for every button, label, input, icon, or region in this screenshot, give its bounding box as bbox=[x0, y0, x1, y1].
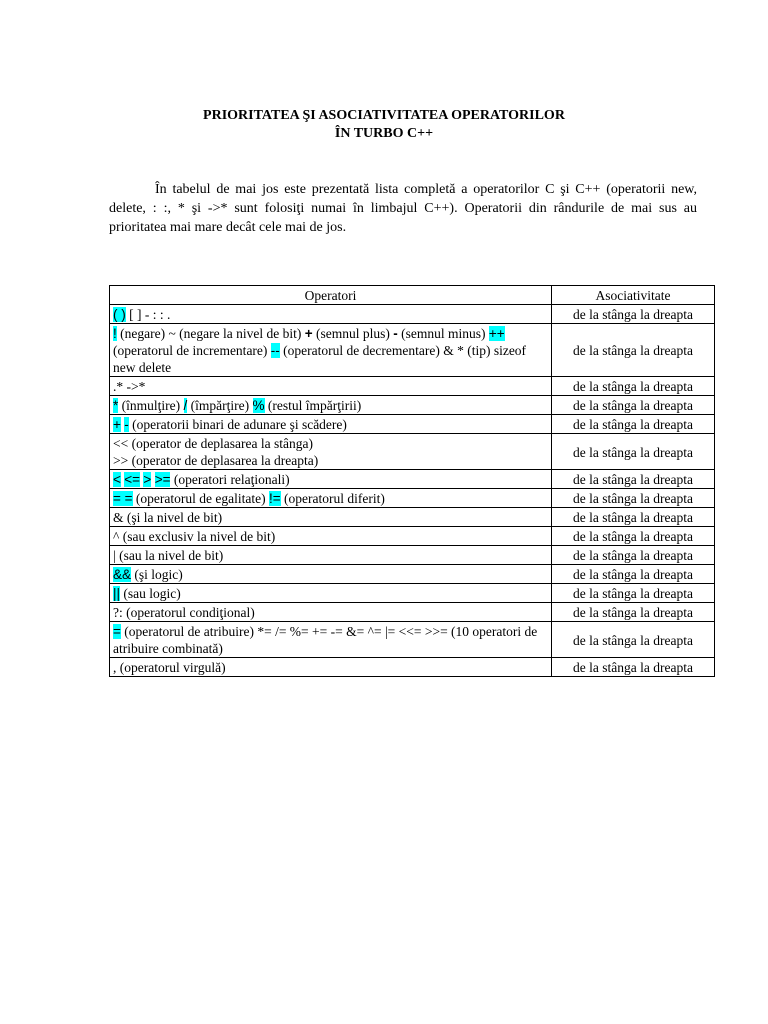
operator-text: & (şi la nivel de bit) bbox=[113, 510, 223, 525]
associativity-cell: de la stânga la dreapta bbox=[552, 489, 715, 508]
operator-token-highlighted: ! bbox=[113, 326, 117, 341]
associativity-cell: de la stânga la dreapta bbox=[552, 396, 715, 415]
operator-text: (operatorul de decrementare) & * (tip) sizeof new delete bbox=[113, 343, 527, 375]
operator-token-highlighted: = = bbox=[113, 491, 133, 506]
associativity-cell: de la stânga la dreapta bbox=[552, 546, 715, 565]
operator-text: ?: (operatorul condiţional) bbox=[113, 605, 255, 620]
associativity-cell: de la stânga la dreapta bbox=[552, 305, 715, 324]
table-row bbox=[110, 305, 715, 324]
operator-text: (operatori relaţionali) bbox=[170, 472, 290, 487]
operator-token-highlighted: % bbox=[252, 398, 265, 413]
operator-text: (sau logic) bbox=[120, 586, 181, 601]
operator-text: | (sau la nivel de bit) bbox=[113, 548, 224, 563]
associativity-cell: de la stânga la dreapta bbox=[552, 470, 715, 489]
intro-paragraph: În tabelul de mai jos este prezentată lista completă a operatorilor C şi C++ (operatorii new, delete, : :, * şi ->* sunt folosiţi numai în limbajul C++). Operatorii din rândurile de mai sus au prioritatea mai mare decât cele mai de jos. bbox=[109, 182, 697, 235]
operators-cell bbox=[110, 489, 552, 508]
operators-cell bbox=[110, 584, 552, 603]
operator-token-highlighted: ( ) bbox=[113, 307, 126, 322]
operator-text: , (operatorul virgulă) bbox=[113, 660, 226, 675]
operators-cell bbox=[110, 527, 552, 546]
operator-text: ^ (sau exclusiv la nivel de bit) bbox=[113, 529, 276, 544]
operators-table bbox=[109, 285, 715, 677]
associativity-cell: de la stânga la dreapta bbox=[552, 415, 715, 434]
operators-cell bbox=[110, 508, 552, 527]
operator-text: (împărţire) bbox=[187, 398, 253, 413]
operator-text: (şi logic) bbox=[131, 567, 183, 582]
operator-text: << (operator de deplasarea la stânga) bbox=[113, 436, 314, 451]
operators-cell bbox=[110, 396, 552, 415]
associativity-cell: de la stânga la dreapta bbox=[552, 603, 715, 622]
operators-cell bbox=[110, 622, 552, 658]
operator-text: (semnul minus) bbox=[397, 326, 489, 341]
operator-text: (semnul plus) bbox=[312, 326, 394, 341]
operator-token-highlighted: <= bbox=[124, 472, 141, 487]
operators-cell bbox=[110, 324, 552, 377]
operator-text: >> (operator de deplasarea la dreapta) bbox=[113, 453, 319, 468]
header-operators: Operatori bbox=[110, 286, 552, 305]
operator-token-highlighted: || bbox=[113, 586, 121, 601]
associativity-cell: de la stânga la dreapta bbox=[552, 565, 715, 584]
table-row bbox=[110, 434, 715, 470]
operator-token-highlighted: != bbox=[268, 491, 281, 506]
operator-text: (operatorul de incrementare) bbox=[113, 343, 271, 358]
operator-token-bold: - bbox=[393, 326, 398, 341]
table-row bbox=[110, 489, 715, 508]
operators-cell bbox=[110, 603, 552, 622]
operators-cell bbox=[110, 546, 552, 565]
operator-token-highlighted: * bbox=[113, 398, 119, 413]
operator-token-highlighted: / bbox=[183, 398, 188, 413]
table-row bbox=[110, 324, 715, 377]
operator-text: (restul împărţirii) bbox=[264, 398, 362, 413]
table-row bbox=[110, 470, 715, 489]
associativity-cell: de la stânga la dreapta bbox=[552, 434, 715, 470]
document-subtitle: ÎN TURBO C++ bbox=[334, 126, 434, 141]
operators-cell bbox=[110, 305, 552, 324]
operator-text: (operatorul diferit) bbox=[280, 491, 385, 506]
table-row bbox=[110, 546, 715, 565]
operator-token-bold: + bbox=[304, 326, 313, 341]
operators-cell bbox=[110, 434, 552, 470]
associativity-cell: de la stânga la dreapta bbox=[552, 622, 715, 658]
operator-token-highlighted: > bbox=[143, 472, 152, 487]
header-associativity: Asociativitate bbox=[552, 286, 715, 305]
associativity-cell: de la stânga la dreapta bbox=[552, 377, 715, 396]
associativity-cell: de la stânga la dreapta bbox=[552, 508, 715, 527]
associativity-cell: de la stânga la dreapta bbox=[552, 527, 715, 546]
table-row bbox=[110, 396, 715, 415]
operator-token-highlighted: >= bbox=[154, 472, 171, 487]
operator-token-highlighted: && bbox=[113, 567, 132, 582]
associativity-cell: de la stânga la dreapta bbox=[552, 584, 715, 603]
associativity-cell: de la stânga la dreapta bbox=[552, 658, 715, 677]
table-row bbox=[110, 415, 715, 434]
operator-token-highlighted: -- bbox=[270, 343, 280, 358]
operators-cell bbox=[110, 565, 552, 584]
table-row bbox=[110, 377, 715, 396]
operator-token-highlighted: < bbox=[113, 472, 121, 487]
operator-text: (negare) ~ (negare la nivel de bit) bbox=[116, 326, 305, 341]
operators-table-body bbox=[110, 305, 715, 677]
table-row bbox=[110, 565, 715, 584]
operator-token-highlighted: ++ bbox=[488, 326, 505, 341]
table-row bbox=[110, 584, 715, 603]
table-row bbox=[110, 508, 715, 527]
operator-text: (operatorul de egalitate) bbox=[132, 491, 269, 506]
operator-token-highlighted: + bbox=[113, 417, 121, 432]
associativity-cell: de la stânga la dreapta bbox=[552, 324, 715, 377]
operators-cell bbox=[110, 470, 552, 489]
operator-token-highlighted: = bbox=[113, 624, 121, 639]
table-row bbox=[110, 622, 715, 658]
table-row bbox=[110, 658, 715, 677]
operator-token-highlighted: - bbox=[124, 417, 129, 432]
operator-text: (operatorul de atribuire) *= /= %= += -= &= ^= |= <<= >>= (10 operatori de atribuire combinată) bbox=[113, 624, 538, 656]
table-row bbox=[110, 527, 715, 546]
operators-cell bbox=[110, 415, 552, 434]
operator-text: (înmulţire) bbox=[118, 398, 184, 413]
document-title: PRIORITATEA ŞI ASOCIATIVITATEA OPERATORILOR bbox=[203, 108, 565, 123]
operator-text: [ ] - : : . bbox=[125, 307, 171, 322]
table-row bbox=[110, 603, 715, 622]
operators-cell bbox=[110, 377, 552, 396]
operators-cell bbox=[110, 658, 552, 677]
operator-text: (operatorii binari de adunare şi scădere) bbox=[128, 417, 347, 432]
table-header-row bbox=[110, 286, 715, 305]
operator-text: .* ->* bbox=[113, 379, 146, 394]
